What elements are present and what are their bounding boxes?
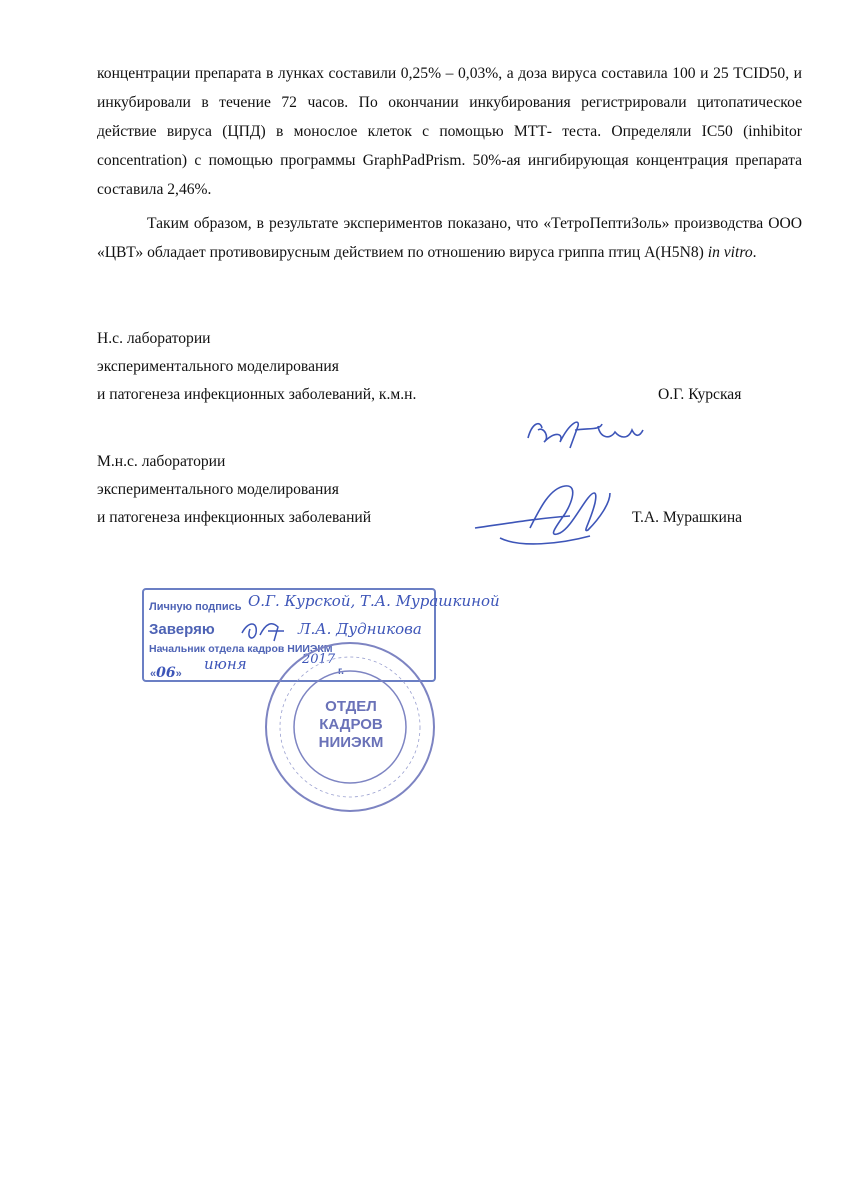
stamp-label-certify: Заверяю	[149, 621, 215, 638]
paragraph-conclusion	[97, 209, 802, 267]
stamp-date-row	[150, 665, 182, 681]
stamp-hand-year: 2017	[302, 652, 336, 667]
conclusion-end: .	[752, 244, 757, 261]
signatory-1-line3: и патогенеза инфекционных заболеваний, к.м.н.	[97, 386, 417, 403]
paragraph-results: концентрации препарата в лунках составили 0,25% – 0,03%, а доза вируса составила 100 и 25 TCID50, и инкубировали в течение 72 часов. По окончании инкубирования регистрировали цитопатическое действие вируса (ЦПД) в монослое клеток с помощью МТТ- теста. Определяли IC50 (inhibitor concentration) с помощью программы GraphPadPrism. 50%-ая ингибирующая концентрация препарата составила 2,46%.	[97, 65, 802, 198]
stamp-date-open: «	[150, 668, 157, 680]
stamp-hand-names: О.Г. Курской, Т.А. Мурашкиной	[248, 592, 500, 610]
stamp-hand-day: 06	[156, 665, 176, 681]
signature-murashkina	[470, 478, 620, 558]
seal-center-text	[301, 698, 401, 752]
signatory-1-title	[97, 325, 416, 409]
signatory-2-name: Т.А. Мурашкина	[632, 509, 743, 526]
signatory-2-title	[97, 448, 371, 532]
signatory-1-line1: Н.с. лаборатории	[97, 330, 211, 347]
signatory-2-line2: экспериментального моделирования	[97, 481, 339, 498]
seal-line2: КАДРОВ	[319, 716, 383, 733]
seal-line1: ОТДЕЛ	[325, 698, 377, 715]
stamp-hand-certifier: Л.А. Дудникова	[298, 620, 422, 638]
signatory-2-line3: и патогенеза инфекционных заболеваний	[97, 509, 372, 526]
stamp-label-head: Начальник отдела кадров НИИЭКМ	[149, 643, 333, 655]
seal-line3: НИИЭКМ	[318, 734, 384, 751]
stamp-label-signature: Личную подпись	[149, 601, 242, 613]
stamp-hand-month: июня	[204, 655, 247, 673]
signatory-1-name: О.Г. Курская	[658, 386, 742, 403]
signatory-1-line2: экспериментального моделирования	[97, 358, 339, 375]
signatory-2-line1: М.н.с. лаборатории	[97, 453, 226, 470]
stamp-year-suffix: г.	[338, 666, 344, 677]
conclusion-italic: in vitro	[707, 244, 753, 261]
conclusion-text: Таким образом, в результате экспериментов показано, что «ТетроПептиЗоль» производства ООО «ЦВТ» обладает противовирусным действием по отношению вируса гриппа птиц A(H5N8)	[97, 215, 802, 261]
signature-kurskaya	[520, 408, 645, 453]
stamp-date-close: »	[175, 668, 182, 680]
